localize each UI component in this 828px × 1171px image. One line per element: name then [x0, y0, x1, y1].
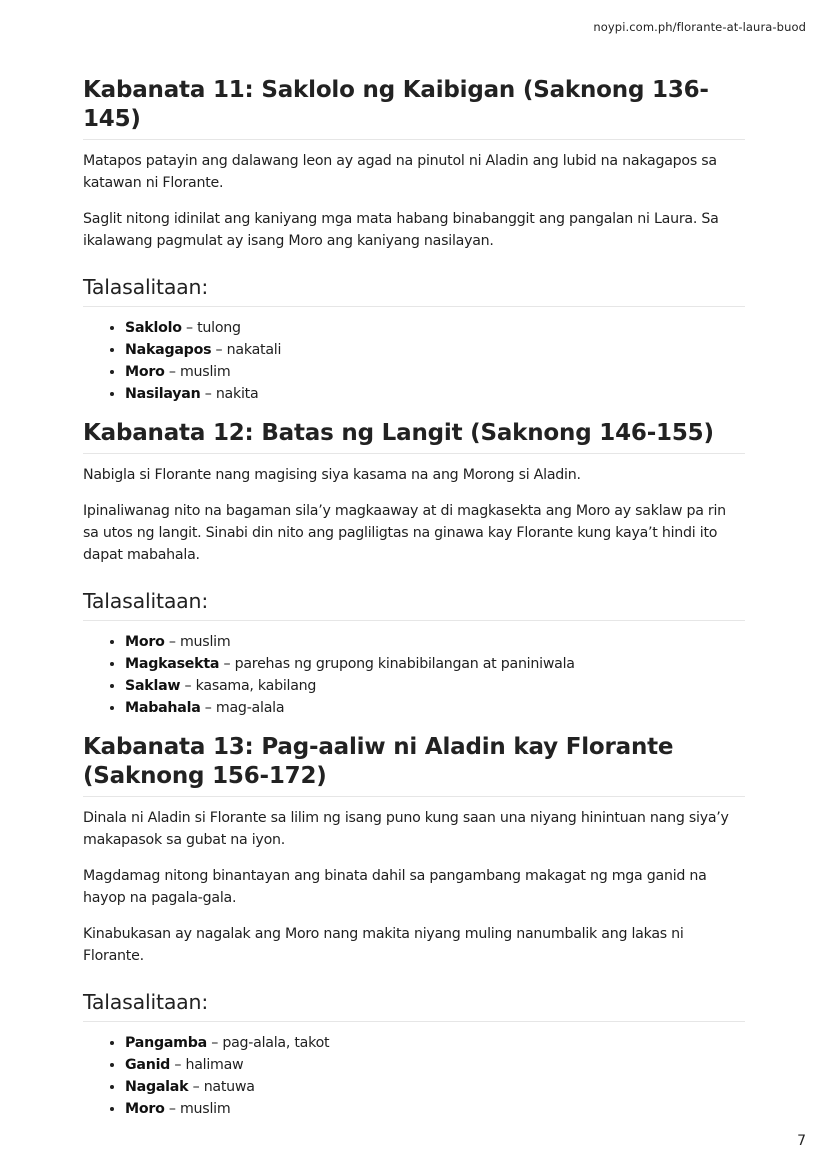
vocabulary-item	[125, 697, 745, 719]
vocab-definition: nakatali	[226, 342, 282, 358]
vocabulary-item	[125, 1032, 745, 1054]
vocab-term: Nagalak	[125, 1079, 189, 1095]
vocabulary-list	[83, 631, 745, 719]
vocabulary-item	[125, 631, 745, 653]
vocab-term: Pangamba	[125, 1035, 207, 1051]
vocabulary-item	[125, 653, 745, 675]
vocab-separator: –	[219, 656, 235, 672]
vocab-separator: –	[164, 1101, 180, 1117]
vocab-definition: parehas ng grupong kinabibilangan at paniniwala	[234, 656, 575, 672]
vocab-definition: muslim	[179, 634, 231, 650]
vocab-term: Moro	[125, 634, 165, 650]
paragraph: Saglit nitong idinilat ang kaniyang mga mata habang binabanggit ang pangalan ni Laura. Sa ikalawang pagmulat ay isang Moro ang kaniyang nasilayan.	[83, 211, 719, 249]
vocab-definition: halimaw	[185, 1057, 244, 1073]
vocabulary-list	[83, 1032, 745, 1120]
paragraph: Dinala ni Aladin si Florante sa lilim ng isang puno kung saan una niyang hinintuan nang siya’y makapasok sa gubat na iyon.	[83, 810, 729, 848]
vocab-term: Saklaw	[125, 678, 181, 694]
vocabulary-list	[83, 317, 745, 405]
vocab-term: Mabahala	[125, 700, 201, 716]
vocab-term: Moro	[125, 1101, 165, 1117]
vocab-definition: mag-alala	[215, 700, 285, 716]
vocabulary-item	[125, 1076, 745, 1098]
vocab-separator: –	[200, 386, 216, 402]
vocabulary-item	[125, 1054, 745, 1076]
paragraph: Ipinaliwanag nito na bagaman sila’y magkaaway at di magkasekta ang Moro ay saklaw pa rin sa utos ng langit. Sinabi din nito ang pagliligtas na ginawa kay Florante kung kaya’t hindi ito dapat mabahala.	[83, 503, 726, 563]
paragraph: Matapos patayin ang dalawang leon ay agad na pinutol ni Aladin ang lubid na nakagapos sa katawan ni Florante.	[83, 153, 717, 191]
vocab-definition: muslim	[179, 1101, 231, 1117]
vocabulary-heading: Talasalitaan:	[83, 588, 745, 621]
vocabulary-item	[125, 361, 745, 383]
vocab-term: Moro	[125, 364, 165, 380]
vocab-separator: –	[181, 320, 198, 336]
vocab-definition: muslim	[179, 364, 231, 380]
chapter-13	[83, 733, 745, 1120]
chapter-11	[83, 76, 745, 405]
document-content	[83, 76, 745, 1134]
page-number: 7	[797, 1133, 806, 1149]
vocab-separator: –	[170, 1057, 186, 1073]
vocab-separator: –	[164, 364, 180, 380]
vocab-definition: nakita	[215, 386, 259, 402]
paragraph: Nabigla si Florante nang magising siya kasama na ang Morong si Aladin.	[83, 467, 581, 483]
vocabulary-item	[125, 317, 745, 339]
vocab-definition: kasama, kabilang	[195, 678, 317, 694]
vocab-separator: –	[180, 678, 196, 694]
chapter-title: Kabanata 13: Pag-aaliw ni Aladin kay Florante (Saknong 156-172)	[83, 733, 745, 797]
vocabulary-item	[125, 675, 745, 697]
vocab-term: Nakagapos	[125, 342, 212, 358]
vocab-separator: –	[211, 342, 227, 358]
chapter-title: Kabanata 12: Batas ng Langit (Saknong 146-155)	[83, 419, 745, 454]
vocab-definition: pag-alala, takot	[222, 1035, 330, 1051]
vocab-separator: –	[188, 1079, 204, 1095]
vocab-term: Nasilayan	[125, 386, 201, 402]
vocab-separator: –	[200, 700, 216, 716]
vocab-term: Ganid	[125, 1057, 171, 1073]
vocabulary-item	[125, 1098, 745, 1120]
chapter-title: Kabanata 11: Saklolo ng Kaibigan (Saknong 136-145)	[83, 76, 745, 140]
vocab-term: Magkasekta	[125, 656, 220, 672]
vocab-separator: –	[164, 634, 180, 650]
vocab-definition: natuwa	[203, 1079, 255, 1095]
chapter-12	[83, 419, 745, 719]
vocab-definition: tulong	[197, 320, 241, 336]
vocabulary-item	[125, 339, 745, 361]
vocabulary-heading: Talasalitaan:	[83, 989, 745, 1022]
vocabulary-item	[125, 383, 745, 405]
paragraph: Kinabukasan ay nagalak ang Moro nang makita niyang muling nanumbalik ang lakas ni Florante.	[83, 926, 684, 964]
vocabulary-heading: Talasalitaan:	[83, 274, 745, 307]
vocab-term: Saklolo	[125, 320, 182, 336]
paragraph: Magdamag nitong binantayan ang binata dahil sa pangambang makagat ng mga ganid na hayop na pagala-gala.	[83, 868, 707, 906]
vocab-separator: –	[206, 1035, 223, 1051]
page-url: noypi.com.ph/florante-at-laura-buod	[593, 20, 806, 34]
